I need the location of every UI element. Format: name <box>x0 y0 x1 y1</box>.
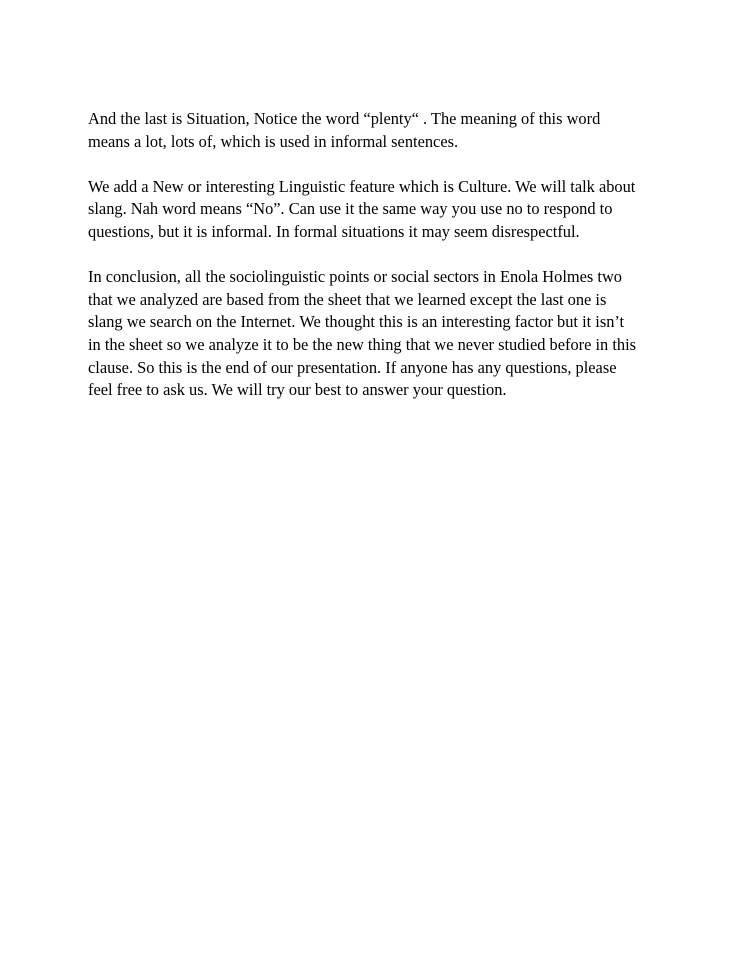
text-line: in the sheet so we analyze it to be the new thing that we never studied before in this <box>88 334 637 354</box>
text-line: feel free to ask us. We will try our best to answer your question. <box>88 380 507 400</box>
text-line: clause. So this is the end of our presentation. If anyone has any questions, please <box>88 357 617 377</box>
document-body <box>88 108 668 424</box>
text-line: In conclusion, all the sociolinguistic points or social sectors in Enola Holmes two <box>88 267 622 287</box>
text-line: And the last is Situation, Notice the word “plenty“ . The meaning of this word <box>88 109 601 128</box>
paragraph-culture <box>88 176 668 244</box>
text-line: means a lot, lots of, which is used in informal sentences. <box>88 131 459 151</box>
text-line: slang. Nah word means “No”. Can use it the same way you use no to respond to <box>88 199 613 219</box>
paragraph-conclusion <box>88 266 668 402</box>
text-line: We add a New or interesting Linguistic feature which is Culture. We will talk about <box>88 176 636 196</box>
text-line: slang we search on the Internet. We thought this is an interesting factor but it isn’t <box>88 312 625 332</box>
paragraph-situation <box>88 108 668 153</box>
text-line: questions, but it is informal. In formal situations it may seem disrespectful. <box>88 221 580 241</box>
text-line: that we analyzed are based from the sheet that we learned except the last one is <box>88 289 607 309</box>
